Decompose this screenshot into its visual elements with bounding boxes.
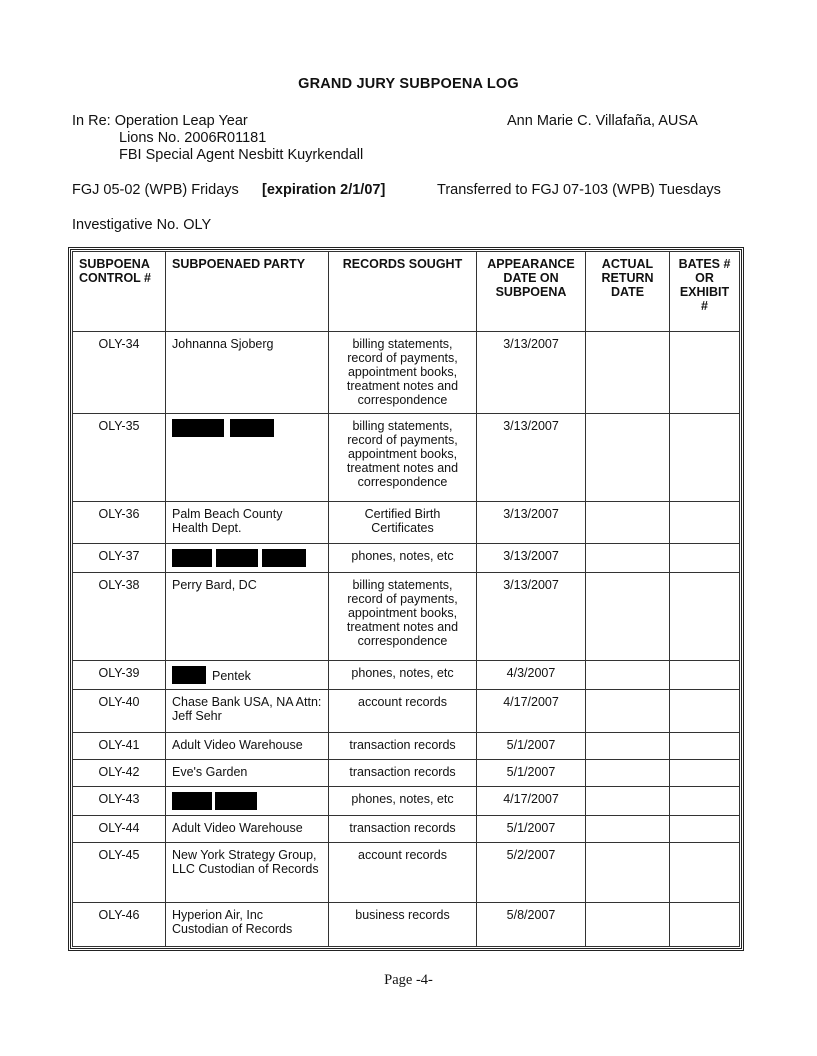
records-cell: transaction records [329,760,477,787]
control-cell: OLY-41 [73,733,166,760]
bates-cell [670,690,740,733]
bates-cell [670,816,740,843]
control-cell: OLY-36 [73,502,166,544]
appearance-cell: 5/2/2007 [477,843,586,903]
lions-number: Lions No. 2006R01181 [119,130,267,146]
records-cell: billing statements, record of payments, appointment books, treatment notes and correspondence [329,332,477,414]
records-cell: transaction records [329,816,477,843]
table-row [73,690,740,733]
bates-cell [670,544,740,573]
appearance-cell: 4/17/2007 [477,690,586,733]
table-row [73,414,740,502]
control-cell: OLY-46 [73,903,166,947]
records-cell: account records [329,690,477,733]
bates-cell [670,787,740,816]
subpoena-log-table [72,251,740,947]
appearance-cell: 4/17/2007 [477,787,586,816]
appearance-cell: 3/13/2007 [477,414,586,502]
actual-cell [586,502,670,544]
expiration-note: [expiration 2/1/07] [262,182,386,198]
actual-cell [586,903,670,947]
party-cell: Eve's Garden [166,760,329,787]
redaction-block [172,666,206,684]
party-cell [166,544,329,573]
records-cell: Certified Birth Certificates [329,502,477,544]
table-row [73,661,740,690]
party-cell: Chase Bank USA, NA Attn: Jeff Sehr [166,690,329,733]
control-cell: OLY-43 [73,787,166,816]
appearance-cell: 3/13/2007 [477,573,586,661]
redaction-block [215,792,257,810]
header-records: RECORDS SOUGHT [329,252,477,332]
party-cell: New York Strategy Group, LLC Custodian of Records [166,843,329,903]
header-actual: ACTUAL RETURN DATE [586,252,670,332]
redaction-block [172,419,224,437]
in-re-line: In Re: Operation Leap Year [72,113,248,129]
actual-cell [586,661,670,690]
bates-cell [670,733,740,760]
fgj-line: FGJ 05-02 (WPB) Fridays [72,182,239,198]
records-cell: phones, notes, etc [329,661,477,690]
actual-cell [586,787,670,816]
table-row [73,843,740,903]
records-cell: billing statements, record of payments, appointment books, treatment notes and correspondence [329,573,477,661]
appearance-cell: 5/1/2007 [477,760,586,787]
header-appearance: APPEARANCE DATE ON SUBPOENA [477,252,586,332]
page-number: Page -4- [384,972,433,988]
control-cell: OLY-44 [73,816,166,843]
actual-cell [586,690,670,733]
party-name: Pentek [212,669,251,683]
header-bates: BATES # OR EXHIBIT # [670,252,740,332]
bates-cell [670,661,740,690]
bates-cell [670,573,740,661]
records-cell: phones, notes, etc [329,787,477,816]
header-control: SUBPOENA CONTROL # [73,252,166,332]
transferred-note: Transferred to FGJ 07-103 (WPB) Tuesdays [437,182,721,198]
appearance-cell: 3/13/2007 [477,332,586,414]
table-row [73,502,740,544]
appearance-cell: 5/1/2007 [477,816,586,843]
table-row [73,760,740,787]
bates-cell [670,502,740,544]
redaction-block [216,549,258,567]
table-row [73,733,740,760]
appearance-cell: 5/1/2007 [477,733,586,760]
records-cell: business records [329,903,477,947]
actual-cell [586,544,670,573]
party-cell: Palm Beach County Health Dept. [166,502,329,544]
bates-cell [670,332,740,414]
appearance-cell: 3/13/2007 [477,544,586,573]
party-cell [166,661,329,690]
appearance-cell: 3/13/2007 [477,502,586,544]
bates-cell [670,843,740,903]
actual-cell [586,760,670,787]
investigative-number: Investigative No. OLY [72,217,212,233]
table-row [73,816,740,843]
actual-cell [586,816,670,843]
control-cell: OLY-34 [73,332,166,414]
records-cell: billing statements, record of payments, appointment books, treatment notes and correspondence [329,414,477,502]
control-cell: OLY-42 [73,760,166,787]
table-row [73,787,740,816]
control-cell: OLY-39 [73,661,166,690]
bates-cell [670,760,740,787]
table-header-row [73,252,740,332]
actual-cell [586,332,670,414]
appearance-cell: 5/8/2007 [477,903,586,947]
fbi-agent: FBI Special Agent Nesbitt Kuyrkendall [119,147,364,163]
ausa-name: Ann Marie C. Villafaña, AUSA [507,113,698,129]
records-cell: transaction records [329,733,477,760]
control-cell: OLY-45 [73,843,166,903]
appearance-cell: 4/3/2007 [477,661,586,690]
actual-cell [586,733,670,760]
party-cell [166,414,329,502]
document-title: GRAND JURY SUBPOENA LOG [298,76,519,92]
party-cell: Adult Video Warehouse [166,733,329,760]
party-cell [166,787,329,816]
party-cell: Hyperion Air, Inc Custodian of Records [166,903,329,947]
redaction-block [172,549,212,567]
control-cell: OLY-35 [73,414,166,502]
bates-cell [670,903,740,947]
table-row [73,332,740,414]
party-cell: Johnanna Sjoberg [166,332,329,414]
table-row [73,903,740,947]
party-cell: Perry Bard, DC [166,573,329,661]
redaction-block [172,792,212,810]
control-cell: OLY-40 [73,690,166,733]
redaction-block [230,419,274,437]
control-cell: OLY-37 [73,544,166,573]
party-cell: Adult Video Warehouse [166,816,329,843]
actual-cell [586,414,670,502]
records-cell: phones, notes, etc [329,544,477,573]
control-cell: OLY-38 [73,573,166,661]
table-row [73,573,740,661]
table-row [73,544,740,573]
redaction-block [262,549,306,567]
actual-cell [586,573,670,661]
records-cell: account records [329,843,477,903]
bates-cell [670,414,740,502]
actual-cell [586,843,670,903]
header-party: SUBPOENAED PARTY [166,252,329,332]
